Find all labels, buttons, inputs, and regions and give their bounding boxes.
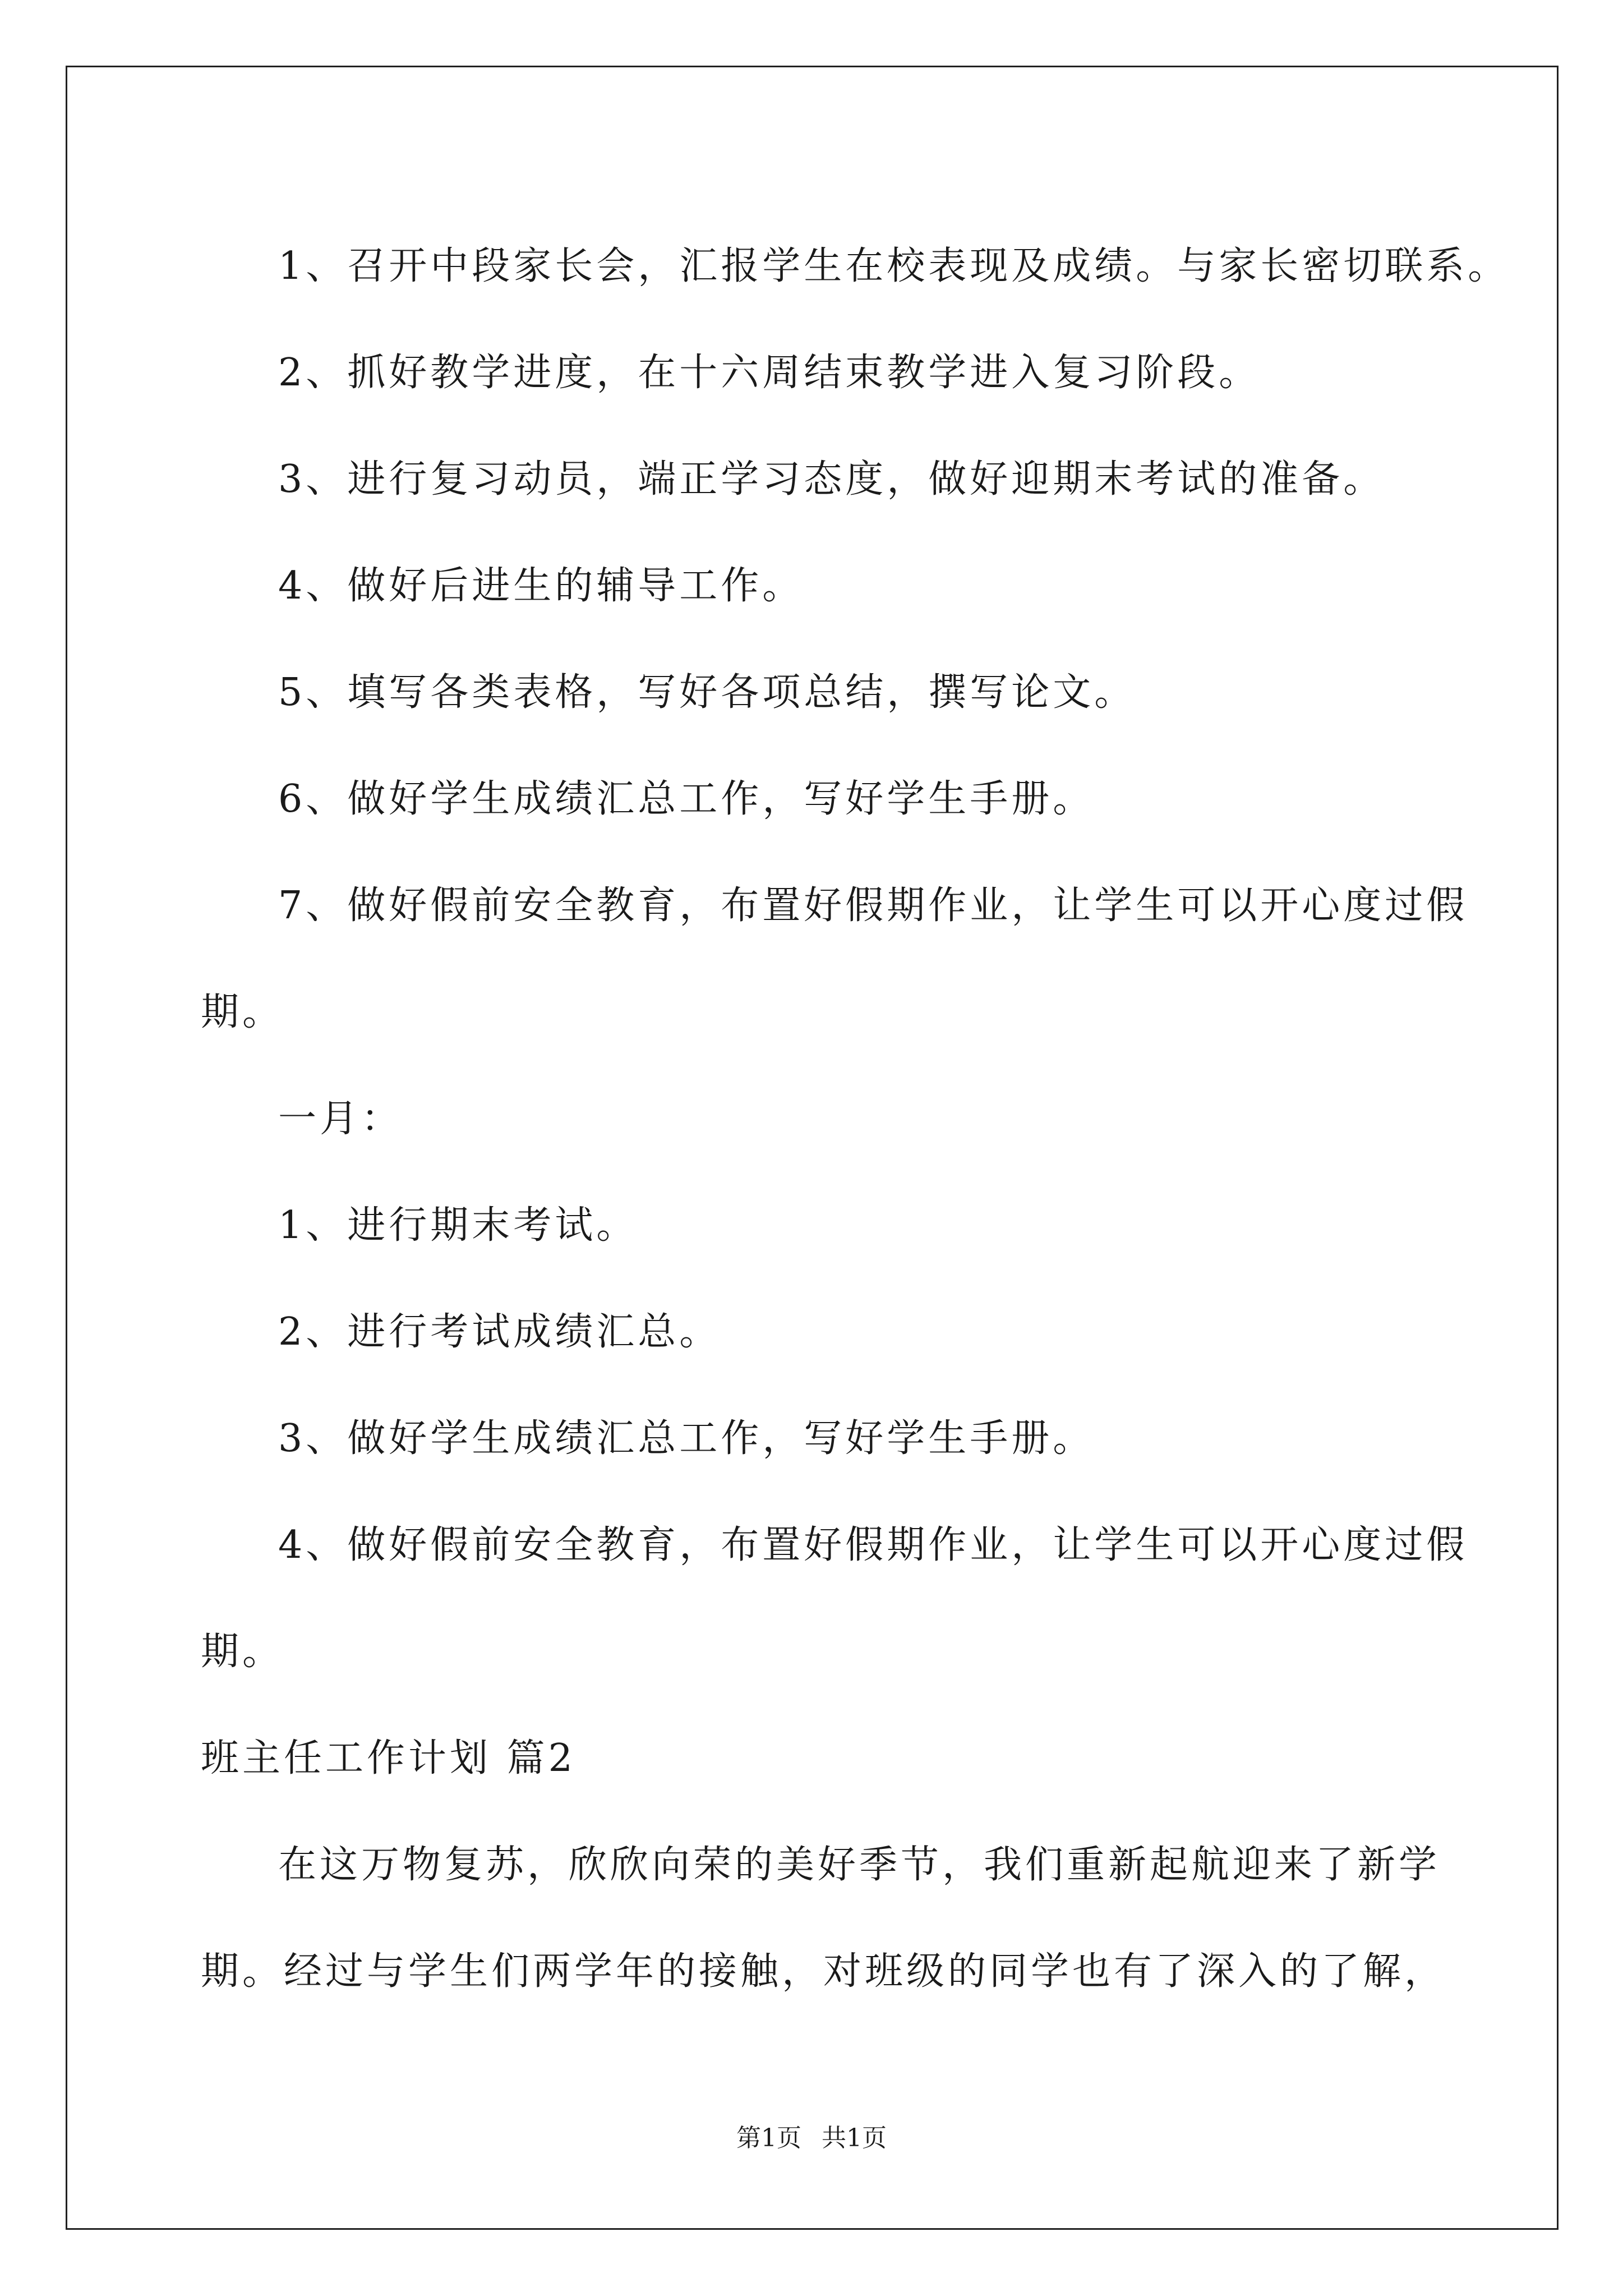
list-item: 4、做好假前安全教育，布置好假期作业，让学生可以开心度过假 xyxy=(278,1523,1468,1567)
list-item: 4、做好后进生的辅导工作。 xyxy=(278,564,804,608)
paragraph-continuation: 期。经过与学生们两学年的接触，对班级的同学也有了深入的了解， xyxy=(201,1949,1446,1994)
list-item: 5、填写各类表格，写好各项总结，撰写论文。 xyxy=(278,670,1136,715)
list-item-continuation: 期。 xyxy=(201,990,284,1034)
list-item: 2、进行考试成绩汇总。 xyxy=(278,1310,721,1354)
list-item: 2、抓好教学进度，在十六周结束教学进入复习阶段。 xyxy=(278,351,1261,395)
page-number-total: 共1页 xyxy=(822,2124,887,2152)
paragraph: 在这万物复苏，欣欣向荣的美好季节，我们重新起航迎来了新学 xyxy=(278,1843,1441,1887)
section-heading: 班主任工作计划 篇2 xyxy=(201,1736,576,1780)
list-item: 3、进行复习动员，端正学习态度，做好迎期末考试的准备。 xyxy=(278,457,1385,501)
list-item: 7、做好假前安全教育，布置好假期作业，让学生可以开心度过假 xyxy=(278,884,1468,928)
list-item-continuation: 期。 xyxy=(201,1630,284,1674)
page-number-current: 第1页 xyxy=(736,2124,801,2152)
list-item: 6、做好学生成绩汇总工作，写好学生手册。 xyxy=(278,777,1095,821)
list-item: 1、召开中段家长会，汇报学生在校表现及成绩。与家长密切联系。 xyxy=(278,244,1510,288)
document-body xyxy=(201,213,1510,2025)
list-item: 3、做好学生成绩汇总工作，写好学生手册。 xyxy=(278,1416,1095,1461)
section-label-january: 一月： xyxy=(278,1097,403,1141)
list-item: 1、进行期末考试。 xyxy=(278,1203,638,1248)
page-footer xyxy=(0,2118,1623,2154)
